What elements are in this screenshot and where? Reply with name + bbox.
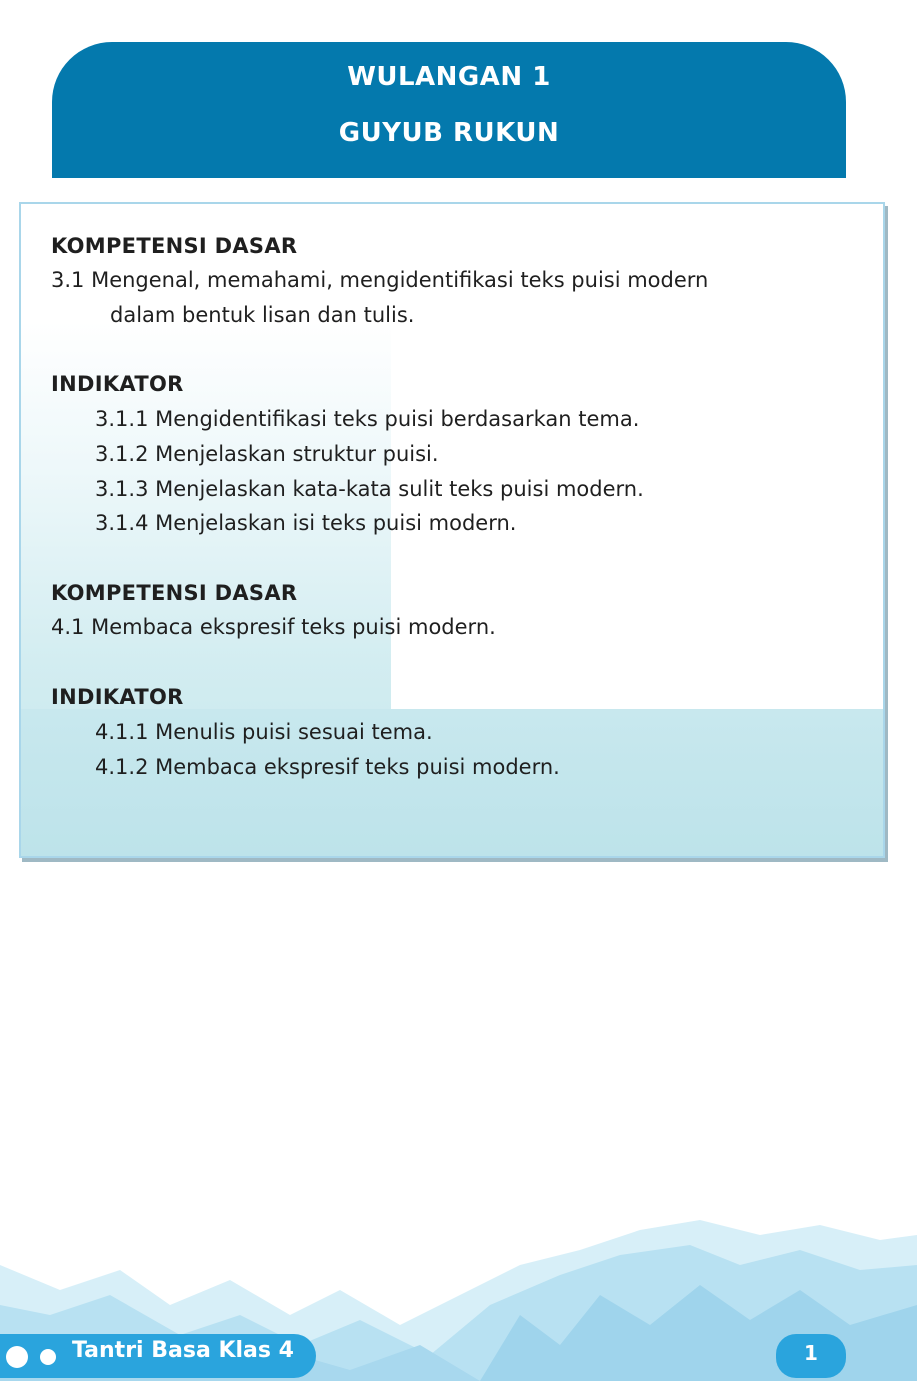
box-content [21,204,883,856]
indicator-item: 3.1.4 Menjelaskan isi teks puisi modern. [95,511,517,535]
section-heading-kd-2: KOMPETENSI DASAR [51,581,298,605]
indicator-item: 3.1.3 Menjelaskan kata-kata sulit teks puisi modern. [95,477,644,501]
competency-box [19,202,885,858]
section-heading-indikator-2: INDIKATOR [51,685,184,709]
chapter-header [52,42,846,178]
footer-dot-large-icon [6,1346,28,1368]
footer-dot-small-icon [40,1349,56,1365]
section-heading-indikator-1: INDIKATOR [51,372,184,396]
page-number: 1 [776,1334,846,1378]
indicator-item: 3.1.2 Menjelaskan struktur puisi. [95,442,439,466]
kd-3-1-line-1: 3.1 Mengenal, memahami, mengidentifikasi teks puisi modern [51,268,709,292]
indicator-item: 4.1.1 Menulis puisi sesuai tema. [95,720,433,744]
chapter-number: WULANGAN 1 [347,62,551,92]
footer-book-title: Tantri Basa Klas 4 [72,1338,294,1363]
indicator-item: 3.1.1 Mengidentifikasi teks puisi berdasarkan tema. [95,407,640,431]
section-heading-kd-1: KOMPETENSI DASAR [51,234,298,258]
kd-4-1-line: 4.1 Membaca ekspresif teks puisi modern. [51,615,496,639]
kd-3-1-line-2: dalam bentuk lisan dan tulis. [110,303,415,327]
indicator-item: 4.1.2 Membaca ekspresif teks puisi modern. [95,755,560,779]
chapter-title: GUYUB RUKUN [338,118,560,148]
